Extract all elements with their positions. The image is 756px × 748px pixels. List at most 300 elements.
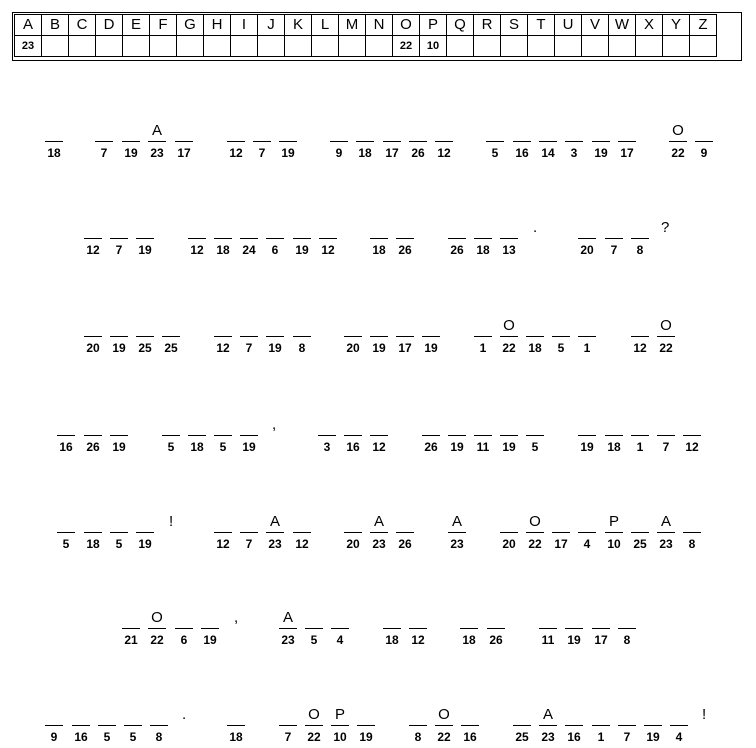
key-letter-e: E (123, 15, 150, 36)
slot-number: 23 (450, 537, 464, 551)
key-letter-t: T (528, 15, 555, 36)
slot-number: 22 (502, 341, 516, 355)
slot-blank-line (110, 532, 128, 533)
slot-blank-line (318, 435, 336, 436)
slot-number: 14 (541, 146, 555, 160)
slot-blank-line (565, 725, 583, 726)
slot-number: 8 (298, 341, 306, 355)
slot-letter: O (308, 706, 320, 723)
slot-blank-line (136, 532, 154, 533)
slot-number: 26 (450, 243, 464, 257)
slot-number: 19 (268, 341, 282, 355)
slot-blank-line (214, 532, 232, 533)
slot-blank-line (631, 435, 649, 436)
slot-number: 19 (281, 146, 295, 160)
slot-letter: A (373, 513, 384, 530)
slot-blank-line (122, 628, 140, 629)
slot-number: 7 (245, 341, 253, 355)
slot-number: 20 (580, 243, 594, 257)
slot-number: 26 (411, 146, 425, 160)
slot-number: 3 (570, 146, 578, 160)
slot-blank-line (474, 238, 492, 239)
slot-number: 5 (310, 633, 318, 647)
slot-blank-line (57, 435, 75, 436)
slot-number: 22 (671, 146, 685, 160)
slot-number: 17 (620, 146, 634, 160)
slot-number: 18 (190, 440, 204, 454)
slot-number: 23 (281, 633, 295, 647)
slot-blank-line (122, 141, 140, 142)
key-letter-m: M (339, 15, 366, 36)
slot-number: 19 (502, 440, 516, 454)
slot-blank-line (657, 435, 675, 436)
slot-number: 19 (372, 341, 386, 355)
slot-number: 6 (271, 243, 279, 257)
slot-blank-line (175, 628, 193, 629)
slot-number: 19 (138, 243, 152, 257)
slot-number: 19 (424, 341, 438, 355)
key-letter-j: J (258, 15, 285, 36)
slot-blank-line (110, 435, 128, 436)
slot-letter: A (660, 513, 671, 530)
slot-blank-line (319, 238, 337, 239)
slot-blank-line (214, 238, 232, 239)
slot-blank-line (500, 532, 518, 533)
slot-blank-line (578, 336, 596, 337)
slot-number: 6 (180, 633, 188, 647)
slot-blank-line (214, 435, 232, 436)
slot-number: 12 (216, 537, 230, 551)
slot-number: 3 (323, 440, 331, 454)
slot-blank-line (565, 628, 583, 629)
key-letter-x: X (636, 15, 663, 36)
key-letter-v: V (582, 15, 609, 36)
slot-number: 11 (541, 633, 555, 647)
slot-blank-line (357, 725, 375, 726)
slot-number: 25 (138, 341, 152, 355)
slot-letter: P (334, 706, 345, 723)
slot-blank-line (500, 238, 518, 239)
slot-number: 23 (268, 537, 282, 551)
slot-blank-line (513, 141, 531, 142)
slot-number: 13 (502, 243, 516, 257)
slot-blank-line (670, 725, 688, 726)
slot-letter: O (672, 122, 684, 139)
slot-number: 12 (437, 146, 451, 160)
slot-number: 18 (528, 341, 542, 355)
slot-number: 22 (150, 633, 164, 647)
key-letter-b: B (42, 15, 69, 36)
slot-blank-line (266, 238, 284, 239)
slot-number: 25 (633, 537, 647, 551)
slot-number: 16 (567, 730, 581, 744)
slot-blank-line (474, 336, 492, 337)
slot-blank-line (188, 435, 206, 436)
slot-number: 11 (476, 440, 490, 454)
slot-blank-line (279, 141, 297, 142)
slot-blank-line (578, 532, 596, 533)
slot-blank-line (631, 336, 649, 337)
key-letter-h: H (204, 15, 231, 36)
slot-blank-line (148, 628, 166, 629)
punctuation-mark: ! (702, 706, 707, 723)
slot-number: 17 (385, 146, 399, 160)
slot-blank-line (253, 141, 271, 142)
slot-number: 9 (335, 146, 343, 160)
key-letter-z: Z (690, 15, 717, 36)
slot-blank-line (500, 435, 518, 436)
key-letter-r: R (474, 15, 501, 36)
slot-blank-line (110, 336, 128, 337)
slot-number: 18 (462, 633, 476, 647)
slot-blank-line (631, 532, 649, 533)
slot-number: 5 (491, 146, 499, 160)
slot-number: 26 (86, 440, 100, 454)
slot-letter: A (451, 513, 462, 530)
punctuation-mark: ! (169, 513, 174, 530)
slot-number: 4 (583, 537, 591, 551)
slot-blank-line (188, 238, 206, 239)
slot-blank-line (84, 435, 102, 436)
punctuation-mark: , (234, 609, 239, 626)
slot-blank-line (45, 141, 63, 142)
slot-number: 7 (245, 537, 253, 551)
slot-number: 12 (685, 440, 699, 454)
slot-blank-line (396, 336, 414, 337)
slot-number: 16 (74, 730, 88, 744)
slot-blank-line (461, 725, 479, 726)
slot-number: 4 (336, 633, 344, 647)
slot-number: 23 (541, 730, 555, 744)
slot-blank-line (605, 238, 623, 239)
slot-number: 19 (124, 146, 138, 160)
slot-blank-line (344, 532, 362, 533)
slot-blank-line (370, 238, 388, 239)
slot-number: 18 (216, 243, 230, 257)
slot-number: 18 (229, 730, 243, 744)
slot-number: 5 (103, 730, 111, 744)
slot-number: 5 (557, 341, 565, 355)
slot-number: 19 (112, 440, 126, 454)
slot-number: 7 (100, 146, 108, 160)
slot-blank-line (409, 725, 427, 726)
key-number-cell-a[interactable]: 23 (15, 36, 42, 57)
slot-number: 7 (284, 730, 292, 744)
slot-blank-line (98, 725, 116, 726)
slot-number: 19 (203, 633, 217, 647)
slot-blank-line (162, 336, 180, 337)
key-letter-y: Y (663, 15, 690, 36)
slot-number: 25 (164, 341, 178, 355)
slot-blank-line (150, 725, 168, 726)
slot-blank-line (409, 628, 427, 629)
key-letter-i: I (231, 15, 258, 36)
slot-number: 17 (398, 341, 412, 355)
slot-blank-line (293, 238, 311, 239)
key-letter-g: G (177, 15, 204, 36)
slot-number: 5 (62, 537, 70, 551)
slot-blank-line (460, 628, 478, 629)
slot-blank-line (409, 141, 427, 142)
slot-number: 12 (321, 243, 335, 257)
slot-number: 19 (646, 730, 660, 744)
slot-number: 19 (242, 440, 256, 454)
slot-number: 4 (675, 730, 683, 744)
slot-blank-line (552, 336, 570, 337)
slot-blank-line (435, 725, 453, 726)
slot-blank-line (331, 725, 349, 726)
slot-number: 22 (659, 341, 673, 355)
slot-number: 17 (554, 537, 568, 551)
slot-blank-line (578, 238, 596, 239)
slot-letter: O (660, 317, 672, 334)
slot-blank-line (644, 725, 662, 726)
slot-number: 12 (295, 537, 309, 551)
slot-blank-line (539, 141, 557, 142)
slot-blank-line (344, 435, 362, 436)
slot-number: 22 (437, 730, 451, 744)
slot-number: 12 (372, 440, 386, 454)
punctuation-mark: , (272, 416, 277, 433)
key-letter-q: Q (447, 15, 474, 36)
slot-number: 16 (59, 440, 73, 454)
slot-number: 16 (346, 440, 360, 454)
slot-blank-line (227, 725, 245, 726)
slot-blank-line (526, 336, 544, 337)
slot-number: 5 (129, 730, 137, 744)
slot-number: 20 (502, 537, 516, 551)
slot-blank-line (175, 141, 193, 142)
slot-blank-line (618, 141, 636, 142)
slot-number: 21 (124, 633, 138, 647)
slot-blank-line (279, 628, 297, 629)
slot-number: 8 (636, 243, 644, 257)
slot-number: 1 (597, 730, 605, 744)
slot-blank-line (84, 238, 102, 239)
slot-number: 19 (112, 341, 126, 355)
slot-number: 18 (358, 146, 372, 160)
slot-blank-line (605, 435, 623, 436)
punctuation-mark: ? (661, 219, 670, 236)
slot-blank-line (136, 336, 154, 337)
slot-number: 7 (115, 243, 123, 257)
slot-number: 17 (177, 146, 191, 160)
slot-blank-line (552, 532, 570, 533)
slot-blank-line (305, 628, 323, 629)
slot-blank-line (657, 336, 675, 337)
slot-blank-line (422, 336, 440, 337)
slot-number: 8 (688, 537, 696, 551)
slot-number: 7 (258, 146, 266, 160)
punctuation-mark: . (533, 219, 538, 236)
slot-blank-line (526, 532, 544, 533)
slot-blank-line (240, 336, 258, 337)
slot-letter: A (269, 513, 280, 530)
slot-number: 24 (242, 243, 256, 257)
slot-blank-line (57, 532, 75, 533)
slot-blank-line (95, 141, 113, 142)
slot-number: 12 (216, 341, 230, 355)
key-number-cell-o[interactable]: 22 (393, 36, 420, 57)
slot-number: 26 (489, 633, 503, 647)
slot-letter: O (529, 513, 541, 530)
slot-number: 20 (346, 341, 360, 355)
slot-blank-line (266, 336, 284, 337)
slot-number: 18 (372, 243, 386, 257)
slot-number: 7 (623, 730, 631, 744)
slot-letter: P (608, 513, 619, 530)
slot-number: 12 (190, 243, 204, 257)
key-letter-w: W (609, 15, 636, 36)
slot-number: 19 (359, 730, 373, 744)
slot-blank-line (84, 532, 102, 533)
slot-blank-line (448, 435, 466, 436)
slot-letter: O (503, 317, 515, 334)
slot-blank-line (539, 725, 557, 726)
slot-blank-line (683, 532, 701, 533)
slot-blank-line (448, 238, 466, 239)
slot-blank-line (110, 238, 128, 239)
slot-number: 5 (115, 537, 123, 551)
slot-blank-line (201, 628, 219, 629)
slot-number: 5 (219, 440, 227, 454)
key-letter-a: A (15, 15, 42, 36)
slot-blank-line (605, 532, 623, 533)
slot-blank-line (396, 532, 414, 533)
slot-blank-line (592, 725, 610, 726)
slot-letter: A (151, 122, 162, 139)
slot-number: 7 (610, 243, 618, 257)
slot-blank-line (486, 141, 504, 142)
slot-blank-line (84, 336, 102, 337)
slot-blank-line (592, 141, 610, 142)
slot-blank-line (370, 435, 388, 436)
slot-blank-line (240, 532, 258, 533)
slot-blank-line (148, 141, 166, 142)
slot-number: 19 (295, 243, 309, 257)
slot-blank-line (526, 435, 544, 436)
slot-number: 7 (662, 440, 670, 454)
slot-letter: A (542, 706, 553, 723)
slot-blank-line (370, 532, 388, 533)
slot-blank-line (370, 336, 388, 337)
slot-number: 26 (424, 440, 438, 454)
slot-number: 12 (633, 341, 647, 355)
key-letter-c: C (69, 15, 96, 36)
slot-blank-line (669, 141, 687, 142)
slot-blank-line (356, 141, 374, 142)
slot-number: 8 (623, 633, 631, 647)
slot-blank-line (435, 141, 453, 142)
slot-number: 17 (594, 633, 608, 647)
slot-number: 22 (528, 537, 542, 551)
slot-blank-line (422, 435, 440, 436)
slot-blank-line (45, 725, 63, 726)
slot-blank-line (279, 725, 297, 726)
slot-number: 5 (531, 440, 539, 454)
slot-number: 20 (346, 537, 360, 551)
slot-blank-line (578, 435, 596, 436)
slot-blank-line (618, 628, 636, 629)
slot-number: 8 (414, 730, 422, 744)
slot-blank-line (695, 141, 713, 142)
slot-number: 19 (567, 633, 581, 647)
slot-blank-line (344, 336, 362, 337)
slot-number: 18 (385, 633, 399, 647)
slot-blank-line (383, 628, 401, 629)
slot-blank-line (227, 141, 245, 142)
slot-number: 5 (167, 440, 175, 454)
slot-blank-line (592, 628, 610, 629)
slot-number: 1 (636, 440, 644, 454)
slot-number: 23 (372, 537, 386, 551)
slot-blank-line (330, 141, 348, 142)
slot-number: 23 (150, 146, 164, 160)
slot-blank-line (513, 725, 531, 726)
slot-number: 1 (583, 341, 591, 355)
slot-blank-line (539, 628, 557, 629)
slot-blank-line (618, 725, 636, 726)
slot-blank-line (448, 532, 466, 533)
slot-number: 16 (463, 730, 477, 744)
slot-number: 1 (479, 341, 487, 355)
slot-number: 18 (47, 146, 61, 160)
slot-letter: A (282, 609, 293, 626)
slot-blank-line (240, 435, 258, 436)
slot-blank-line (293, 532, 311, 533)
slot-blank-line (565, 141, 583, 142)
slot-number: 26 (398, 243, 412, 257)
slot-number: 18 (86, 537, 100, 551)
key-letter-o: O (393, 15, 420, 36)
slot-blank-line (124, 725, 142, 726)
slot-number: 19 (594, 146, 608, 160)
slot-number: 25 (515, 730, 529, 744)
slot-blank-line (293, 336, 311, 337)
key-letter-d: D (96, 15, 123, 36)
key-letter-p: P (420, 15, 447, 36)
slot-number: 12 (411, 633, 425, 647)
slot-number: 19 (138, 537, 152, 551)
slot-blank-line (240, 238, 258, 239)
key-letter-l: L (312, 15, 339, 36)
key-letter-f: F (150, 15, 177, 36)
key-number-cell-p[interactable]: 10 (420, 36, 447, 57)
slot-blank-line (683, 435, 701, 436)
slot-number: 23 (659, 537, 673, 551)
key-letter-u: U (555, 15, 582, 36)
slot-blank-line (72, 725, 90, 726)
slot-blank-line (162, 435, 180, 436)
slot-blank-line (266, 532, 284, 533)
slot-blank-line (487, 628, 505, 629)
slot-number: 12 (229, 146, 243, 160)
slot-number: 9 (700, 146, 708, 160)
slot-number: 19 (450, 440, 464, 454)
slot-number: 20 (86, 341, 100, 355)
slot-number: 16 (515, 146, 529, 160)
slot-number: 12 (86, 243, 100, 257)
slot-number: 18 (607, 440, 621, 454)
slot-number: 18 (476, 243, 490, 257)
slot-blank-line (631, 238, 649, 239)
slot-blank-line (396, 238, 414, 239)
slot-blank-line (136, 238, 154, 239)
key-letter-s: S (501, 15, 528, 36)
slot-number: 19 (580, 440, 594, 454)
slot-blank-line (383, 141, 401, 142)
slot-number: 26 (398, 537, 412, 551)
